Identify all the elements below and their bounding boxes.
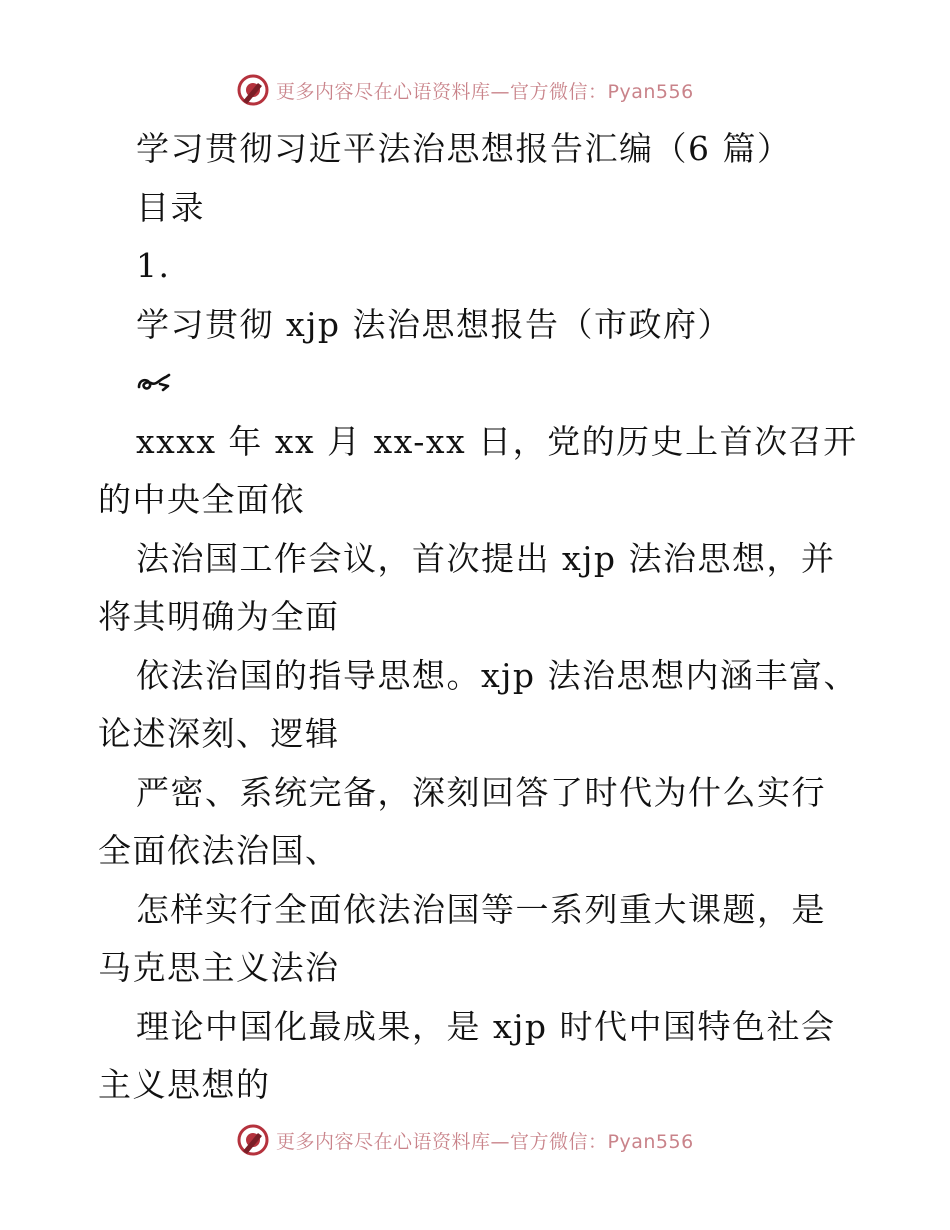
toc-item-title: 学习贯彻 xjp 法治思想报告（市政府） — [136, 304, 732, 344]
paragraph-line: 依法治国的指导思想。xjp 法治思想内涵丰富、论述深刻、逻辑 — [98, 655, 858, 753]
toc-heading: 目录 — [136, 187, 205, 227]
pen-logo-icon — [236, 73, 270, 107]
ornament-icon — [98, 354, 858, 413]
paragraph-line: 怎样实行全面依法治国等一系列重大课题，是马克思主义法治 — [98, 889, 826, 987]
paragraph-line: xxxx 年 xx 月 xx-xx 日，党的历史上首次召开的中央全面依 — [98, 421, 858, 519]
document-body — [98, 120, 858, 1115]
toc-item-number: 1. — [136, 246, 171, 285]
watermark-text: 更多内容尽在心语资料库—官方微信：Pyan556 — [276, 1130, 694, 1153]
document-title: 学习贯彻习近平法治思想报告汇编（6 篇） — [136, 129, 792, 168]
paragraph-line: 理论中国化最成果，是 xjp 时代中国特色社会主义思想的 — [98, 1006, 836, 1104]
pen-logo-icon — [236, 1123, 270, 1157]
header-watermark — [236, 72, 694, 108]
paragraph-line: 法治国工作会议，首次提出 xjp 法治思想，并将其明确为全面 — [98, 538, 836, 636]
paragraph-line: 严密、系统完备，深刻回答了时代为什么实行全面依法治国、 — [98, 772, 826, 870]
footer-watermark — [236, 1122, 694, 1158]
watermark-text: 更多内容尽在心语资料库—官方微信：Pyan556 — [276, 80, 694, 103]
